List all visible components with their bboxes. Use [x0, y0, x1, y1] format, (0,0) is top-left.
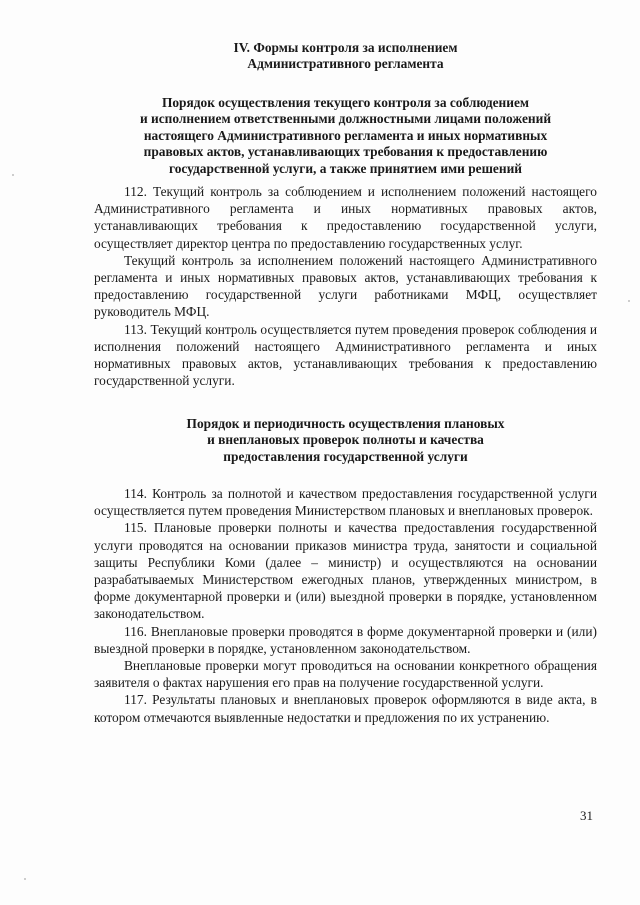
- scan-speck: [628, 300, 630, 302]
- paragraph-115: 115. Плановые проверки полноты и качества предоставления государственной услуги проводятся на основании приказов министра труда, занятости и социальной защиты Республики Коми (далее – министр) и осуществляются на основании разрабатываемых Министерством ежегодных планов, утвержденных министром, в форме документарной проверки и (или) выездной проверки в порядке, установленном законодательством.: [94, 520, 597, 622]
- paragraph-mfc-control: Текущий контроль за исполнением положений настоящего Административного регламента и иных нормативных правовых актов, устанавливающих требования к предоставлению государственной услуги работниками МФЦ, осуществляет руководитель МФЦ.: [94, 252, 597, 320]
- subsection-heading-line: государственной услуги, а также принятием ими решений: [168, 160, 523, 176]
- scan-speck: [24, 878, 26, 880]
- subsection-heading-inspections: [94, 416, 597, 465]
- subsection-heading-current-control: [94, 95, 597, 177]
- body-text-block-2: [94, 485, 597, 726]
- scan-speck: [12, 174, 14, 176]
- subsection-heading-line: и внеплановых проверок полноты и качества: [207, 432, 484, 448]
- subsection-heading-line: Порядок осуществления текущего контроля за соблюдением: [161, 95, 530, 110]
- paragraph-114: 114. Контроль за полнотой и качеством предоставления государственной услуги осуществляется путем проведения Министерством плановых и внеплановых проверок.: [94, 486, 597, 519]
- subsection-heading-line: предоставления государственной услуги: [223, 448, 468, 464]
- section-title: [94, 40, 597, 73]
- paragraph-113: 113. Текущий контроль осуществляется путем проведения проверок соблюдения и исполнения положений настоящего Административного регламента и иных нормативных правовых актов, устанавливающих требования к предоставлению государственной услуги.: [94, 321, 597, 389]
- paragraph-112: 112. Текущий контроль за соблюдением и исполнением положений настоящего Административного регламента и иных нормативных правовых актов, устанавливающих требования к предоставлению государственной услуги, осуществляет директор центра по предоставлению государственных услуг.: [94, 184, 597, 251]
- section-title-line: IV. Формы контроля за исполнением: [233, 40, 458, 55]
- body-text-block-1: [94, 183, 597, 389]
- subsection-heading-line: правовых актов, устанавливающих требования к предоставлению: [143, 144, 548, 160]
- page-number: 31: [580, 808, 593, 823]
- paragraph-117: 117. Результаты плановых и внеплановых проверок оформляются в виде акта, в котором отмечаются выявленные недостатки и предложения по их устранению.: [94, 692, 597, 725]
- section-title-line: Административного регламента: [247, 56, 444, 72]
- subsection-heading-line: настоящего Административного регламента и иных нормативных: [143, 127, 548, 143]
- paragraph-116: 116. Внеплановые проверки проводятся в форме документарной проверки и (или) выездной проверки в порядке, установленном законодательством.: [94, 623, 597, 656]
- subsection-heading-line: Порядок и периодичность осуществления плановых: [186, 416, 505, 431]
- paragraph-unscheduled-basis: Внеплановые проверки могут проводиться на основании конкретного обращения заявителя о фактах нарушения его прав на получение государственной услуги.: [94, 658, 597, 691]
- subsection-heading-line: и исполнением ответственными должностными лицами положений: [139, 111, 552, 127]
